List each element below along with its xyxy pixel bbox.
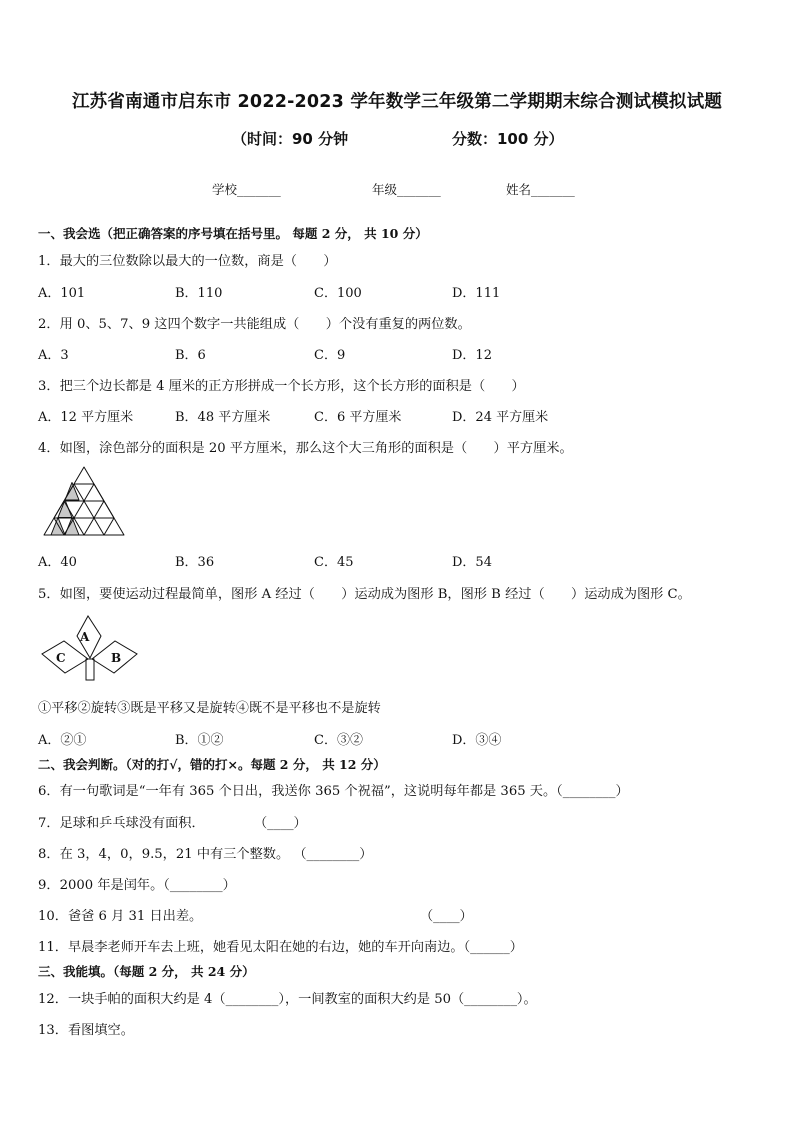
q3-option-c: C．6 平方厘米 xyxy=(314,410,402,425)
question-6: 6．有一句歌词是“一年有 365 个日出，我送你 365 个祝福”，这说明每年都是 365 天。（________） xyxy=(38,784,629,799)
question-12: 12．一块手帕的面积大约是 4（________），一间教室的面积大约是 50（________）。 xyxy=(38,992,537,1007)
q4-option-d: D．54 xyxy=(452,555,492,570)
label-c: C xyxy=(56,651,66,665)
q2-option-a: A．3 xyxy=(38,348,69,363)
question-11: 11．早晨李老师开车去上班，她看见太阳在她的右边，她的车开向南边。（______） xyxy=(38,940,523,955)
q3-option-d: D．24 平方厘米 xyxy=(452,410,549,425)
grade-field: 年级_______ xyxy=(372,182,441,197)
question-2: 2．用 0、5、7、9 这四个数字一共能组成（ ）个没有重复的两位数。 xyxy=(38,317,471,332)
rotation-figure xyxy=(40,612,140,684)
question-8: 8．在 3，4，0，9.5，21 中有三个整数。 （________） xyxy=(38,847,373,862)
q3-option-a: A．12 平方厘米 xyxy=(38,410,134,425)
q2-option-b: B．6 xyxy=(175,348,206,363)
label-a: A xyxy=(80,630,90,644)
section1-heading: 一、我会选（把正确答案的序号填在括号里。 每题 2 分， 共 10 分） xyxy=(38,226,428,241)
q1-option-c: C．100 xyxy=(314,286,362,301)
exam-title: 江苏省南通市启东市 2022-2023 学年数学三年级第二学期期末综合测试模拟试题 xyxy=(71,92,723,112)
q7-answer-blank: （____） xyxy=(254,816,307,831)
section3-heading: 三、我能填。（每题 2 分， 共 24 分） xyxy=(38,964,255,979)
school-field: 学校_______ xyxy=(212,182,281,197)
question-1: 1．最大的三位数除以最大的一位数，商是（ ） xyxy=(38,254,337,269)
question-4: 4．如图，涂色部分的面积是 20 平方厘米，那么这个大三角形的面积是（ ）平方厘米。 xyxy=(38,441,573,456)
question-10: 10．爸爸 6 月 31 日出差。 xyxy=(38,909,203,924)
section2-heading: 二、我会判断。（对的打√，错的打×。每题 2 分， 共 12 分） xyxy=(38,757,386,772)
q5-option-b: B．①② xyxy=(175,733,224,748)
exam-score: 分数：100 分） xyxy=(452,130,564,148)
shaded-triangle xyxy=(65,483,79,501)
q1-option-a: A．101 xyxy=(38,286,86,301)
label-b: B xyxy=(111,651,122,665)
question-3: 3．把三个边长都是 4 厘米的正方形拼成一个长方形，这个长方形的面积是（ ） xyxy=(38,379,525,394)
shaded-triangle xyxy=(65,518,79,536)
question-7: 7．足球和乒乓球没有面积． xyxy=(38,816,205,831)
q2-option-d: D．12 xyxy=(452,348,492,363)
q3-option-b: B．48 平方厘米 xyxy=(175,410,271,425)
q2-option-c: C．9 xyxy=(314,348,346,363)
q10-answer-blank: （____） xyxy=(420,909,473,924)
triangle-figure xyxy=(40,465,128,539)
exam-time: （时间：90 分钟 xyxy=(232,130,349,148)
q5-option-d: D．③④ xyxy=(452,733,502,748)
question-5: 5．如图，要使运动过程最简单，图形 A 经过（ ）运动成为图形 B，图形 B 经过（ ）运动成为图形 C。 xyxy=(38,587,691,602)
q4-option-b: B．36 xyxy=(175,555,215,570)
name-field: 姓名_______ xyxy=(506,182,575,197)
q5-note: ①平移②旋转③既是平移又是旋转④既不是平移也不是旋转 xyxy=(38,701,381,716)
q1-option-d: D．111 xyxy=(452,286,501,301)
q5-option-a: A．②① xyxy=(38,733,87,748)
question-13: 13．看图填空。 xyxy=(38,1023,134,1038)
q4-option-a: A．40 xyxy=(38,555,77,570)
question-9: 9．2000 年是闰年。（________） xyxy=(38,878,236,893)
q4-option-c: C．45 xyxy=(314,555,354,570)
q1-option-b: B．110 xyxy=(175,286,223,301)
q5-option-c: C．③② xyxy=(314,733,363,748)
